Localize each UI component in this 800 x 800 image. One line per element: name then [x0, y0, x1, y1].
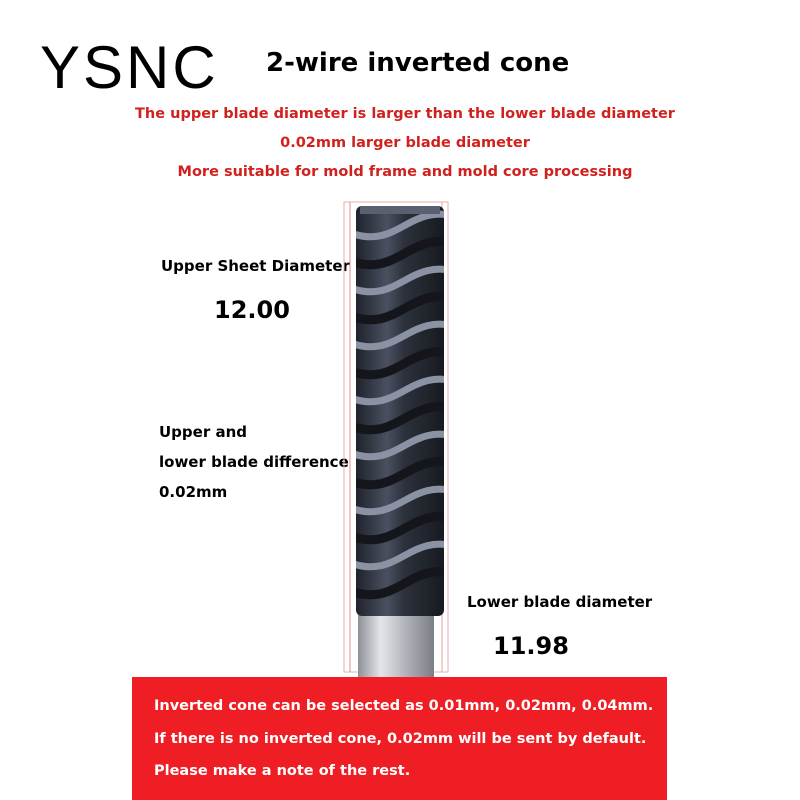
difference-label-line3: 0.02mm [159, 483, 228, 501]
page-title: 2-wire inverted cone [266, 48, 570, 78]
notice-line-1: Inverted cone can be selected as 0.01mm, 0.02mm, 0.04mm. [154, 698, 654, 714]
difference-label-line1: Upper and [159, 423, 247, 441]
difference-label-line2: lower blade difference [159, 453, 349, 471]
notice-line-2: If there is no inverted cone, 0.02mm will be sent by default. [154, 731, 647, 747]
red-note-3: More suitable for mold frame and mold core processing [177, 164, 633, 180]
red-note-2: 0.02mm larger blade diameter [280, 135, 530, 151]
lower-diameter-value: 11.98 [493, 632, 569, 660]
end-mill-image [338, 192, 454, 682]
brand-logo: YSNC [40, 34, 219, 101]
upper-diameter-value: 12.00 [214, 296, 290, 324]
lower-diameter-label: Lower blade diameter [467, 593, 653, 611]
notice-banner [132, 677, 667, 800]
upper-diameter-label: Upper Sheet Diameter [161, 257, 350, 275]
notice-line-3: Please make a note of the rest. [154, 763, 411, 779]
red-note-1: The upper blade diameter is larger than the lower blade diameter [135, 106, 675, 122]
